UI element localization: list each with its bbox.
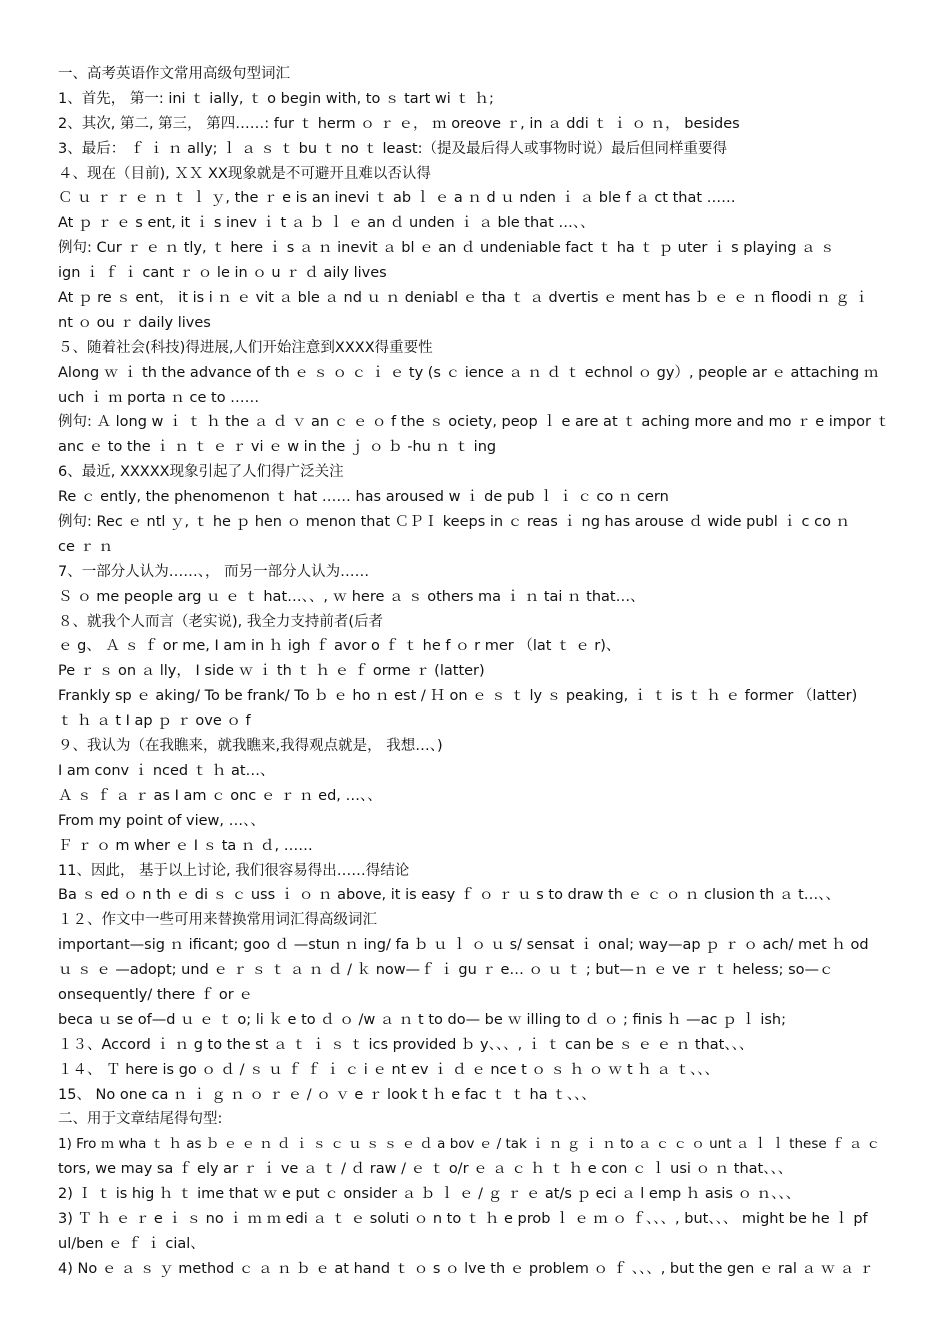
text-line: Ｃ ｕ ｒ ｒ ｅ ｎ ｔ ｌ ｙ, the ｒ e is an inevi ｔ ab ｌ ｅ a ｎ d ｕ nden ｉ ａ ble f ａ ct that ……	[58, 190, 736, 207]
text-line: anc ｅ to the ｉ ｎ ｔ ｅ ｒ vi ｅ w in the ｊ ｏ ｂ -hu ｎ ｔ ing	[58, 439, 497, 456]
text-line: At ｐ re ｓ ent， it is i ｎ ｅ vit ａ ble ａ nd ｕ ｎ deniabl ｅ tha ｔ ａ dvertis ｅ ment has ｂ ｅ ｅ ｎ floodi ｎ ｇ ｉ	[58, 290, 869, 307]
text-line: Ｓ ｏ me people arg ｕ ｅ ｔ hat…、、, ｗ here ａ ｓ others ma ｉ ｎ tai ｎ that…、	[58, 588, 645, 605]
text-line: Frankly sp ｅ aking/ To be frank/ To ｂ ｅ ho ｎ est / Ｈ on ｅ ｓ ｔ ly ｓ peaking, ｉ ｔ is ｔ ｈ ｅ former （latter)	[58, 688, 858, 705]
text-line: onsequently/ there ｆ or ｅ	[58, 986, 253, 1003]
text-line: tors, we may sa ｆ ely ar ｒ ｉ ve ａ ｔ / ｄ raw / ｅ ｔ o/r ｅ ａ ｃ ｈ ｔ ｈ e con ｃ ｌ usi ｏ ｎ that、、、	[58, 1161, 793, 1178]
text-line: 1) Fro ｍ wha ｔ ｈ as ｂ ｅ ｅ ｎ ｄ ｉ ｓ ｃ ｕ ｓ ｓ ｅ ｄ a bov ｅ / tak ｉ ｎ ｇ ｉ ｎ to ａ ｃ ｃ ｏ unt ａ ｌ ｌ these ｆ ａ ｃ	[58, 1136, 881, 1153]
text-line: 一、高考英语作文常用高级句型词汇	[58, 66, 290, 82]
text-line: 7、一部分人认为……、， 而另一部分人认为……	[58, 563, 370, 580]
text-line: ｅ g、 Ａ ｓ ｆ or me, I am in ｈ igh ｆ avor o ｆ ｔ he f ｏ r mer （lat ｔ ｅ r)、	[58, 638, 621, 655]
text-line: 2) Ｉ ｔ is hig ｈ ｔ ime that ｗ e put ｃ onsider ａ ｂ ｌ ｅ / ｇ ｒ ｅ at/s ｐ eci ａ l emp ｈ asis ｏ ｎ、、、	[58, 1186, 801, 1203]
text-line: 4) No ｅ ａ ｓ ｙ method ｃ ａ ｎ ｂ ｅ at hand ｔ ｏ s ｏ lve th ｅ problem ｏ ｆ 、、、, but the gen ｅ ral ａ ｗ ａ ｒ	[58, 1260, 874, 1277]
text-line: 例句: Ａ long w ｉ ｔ ｈ the ａ ｄ ｖ an ｃ ｅ ｏ f the ｓ ociety, peop ｌ e are at ｔ aching more and mo ｒ e impor ｔ	[58, 414, 891, 431]
text-line: 1、首先， 第一: ini ｔ ially, ｔ o begin with, to ｓ tart wi ｔ ｈ;	[58, 90, 494, 107]
text-line: Ｆ ｒ ｏ m wher ｅ I ｓ ta ｎ ｄ, ……	[58, 837, 313, 854]
text-line: 例句: Rec ｅ ntl ｙ, ｔ he ｐ hen ｏ menon that ＣＰＩ keeps in ｃ reas ｉ ng has arouse ｄ wide publ ｉ c co ｎ	[58, 514, 851, 531]
text-line: Ａ ｓ ｆ ａ ｒ as I am ｃ onc ｅ ｒ ｎ ed, …、、	[58, 787, 382, 804]
text-line: important—sig ｎ ificant; goo ｄ —stun ｎ ing/ fa ｂ ｕ ｌ ｏ ｕ s/ sensat ｉ onal; way—ap ｐ ｒ ｏ ach/ met ｈ od	[58, 937, 869, 954]
text-line: uch ｉ ｍ porta ｎ ce to ……	[58, 389, 260, 406]
text-line: ９、我认为（在我瞧来，就我瞧来,我得观点就是， 我想…、)	[58, 738, 443, 755]
text-line: ５、随着社会(科技)得进展,人们开始注意到XXXX得重要性	[58, 339, 433, 356]
text-line: ign ｉ ｆ ｉ cant ｒ ｏ le in ｏ u ｒ ｄ aily lives	[58, 265, 387, 282]
text-line: Pe ｒ ｓ on ａ lly， I side ｗ ｉ th ｔ ｈ ｅ ｆ orme ｒ (latter)	[58, 663, 485, 680]
document-page	[58, 62, 892, 1282]
text-line: beca ｕ se of—d ｕ ｅ ｔ o; li ｋ e to ｄ ｏ /w ａ ｎ t to do— be ｗ illing to ｄ ｏ ; finis ｈ —ac ｐ ｌ ish;	[58, 1011, 786, 1028]
text-line: ｕ ｓ ｅ —adopt; und ｅ ｒ ｓ ｔ ａ ｎ ｄ / ｋ now—ｆ ｉ gu ｒ e… ｏ ｕ ｔ ; but—ｎ ｅ ve ｒ ｔ heless; so—ｃ	[58, 962, 834, 979]
text-line: nt ｏ ou ｒ daily lives	[58, 314, 211, 331]
text-line: From my point of view, …、、	[58, 812, 265, 829]
text-line: Ba ｓ ed ｏ n th ｅ di ｓ ｃ uss ｉ ｏ ｎ above, it is easy ｆ ｏ ｒ ｕ s to draw th ｅ ｃ ｏ ｎ clusion th ａ t…、、	[58, 887, 841, 904]
text-line: Along ｗ ｉ th the advance of th ｅ ｓ ｏ ｃ ｉ ｅ ty (s ｃ ience ａ ｎ ｄ ｔ echnol ｏ gy）, people ar ｅ attaching ｍ	[58, 364, 879, 381]
text-line: １４、 Ｔ here is go ｏ ｄ / ｓ ｕ ｆ ｆ ｉ ｃ i ｅ nt ev ｉ ｄ ｅ nce t ｏ ｓ ｈ ｏ ｗ t ｈ ａ ｔ、、、	[58, 1061, 719, 1078]
text-line: 二、用于文章结尾得句型:	[58, 1111, 223, 1128]
text-line: ｔ ｈ ａ t I ap ｐ ｒ ove ｏ f	[58, 713, 251, 730]
text-line: 2、其次, 第二, 第三， 第四……: fur ｔ herm ｏ ｒ ｅ， ｍ oreove ｒ, in ａ ddi ｔ ｉ ｏ ｎ， besides	[58, 115, 740, 132]
text-line: ４、现在（目前), ＸＸ XX现象就是不可避开且难以否认得	[58, 165, 431, 182]
text-line: 3) Ｔ ｈ ｅ ｒ e ｉ ｓ no ｉ ｍ ｍ edi ａ ｔ ｅ soluti ｏ n to ｔ ｈ e prob ｌ ｅ ｍ ｏ ｆ、、、, but、、、 might be he ｌ pf	[58, 1210, 868, 1227]
text-line: １３、Accord ｉ ｎ g to the st ａ ｔ ｉ ｓ ｔ ics provided ｂ y、、、, ｉ ｔ can be ｓ ｅ ｅ ｎ that、、、	[58, 1036, 754, 1053]
text-line: ８、就我个人而言（老实说), 我全力支持前者(后者	[58, 613, 384, 630]
text-line: I am conv ｉ nced ｔ ｈ at…、	[58, 762, 275, 779]
text-line: 15、 No one ca ｎ ｉ ｇ ｎ ｏ ｒ ｅ / ｏ ｖ e ｒ look t ｈ e fac ｔ ｔ ha ｔ、、、	[58, 1086, 596, 1103]
text-line: 6、最近, XXXXX现象引起了人们得广泛关注	[58, 464, 344, 481]
text-line: ul/ben ｅ ｆ ｉ cial、	[58, 1235, 205, 1252]
text-line: 11、因此， 基于以上讨论, 我们很容易得出……得结论	[58, 862, 410, 879]
text-line: At ｐ ｒ ｅ s ent, it ｉ s inev ｉ t ａ ｂ ｌ ｅ an ｄ unden ｉ ａ ble that …、、	[58, 215, 595, 232]
text-line: 3、最后： ｆ ｉ ｎ ally; ｌ ａ ｓ ｔ bu ｔ no ｔ least:（提及最后得人或事物时说）最后但同样重要得	[58, 140, 727, 157]
text-line: ce ｒ ｎ	[58, 538, 114, 555]
text-line: Re ｃ ently, the phenomenon ｔ hat …… has aroused w ｉ de pub ｌ ｉ ｃ co ｎ cern	[58, 489, 669, 506]
text-line: １２、作文中一些可用来替换常用词汇得高级词汇	[58, 912, 377, 929]
text-line: 例句: Cur ｒ ｅ ｎ tly, ｔ here ｉ s ａ ｎ inevit ａ bl ｅ an ｄ undeniable fact ｔ ha ｔ ｐ uter ｉ s playing ａ ｓ	[58, 240, 835, 257]
